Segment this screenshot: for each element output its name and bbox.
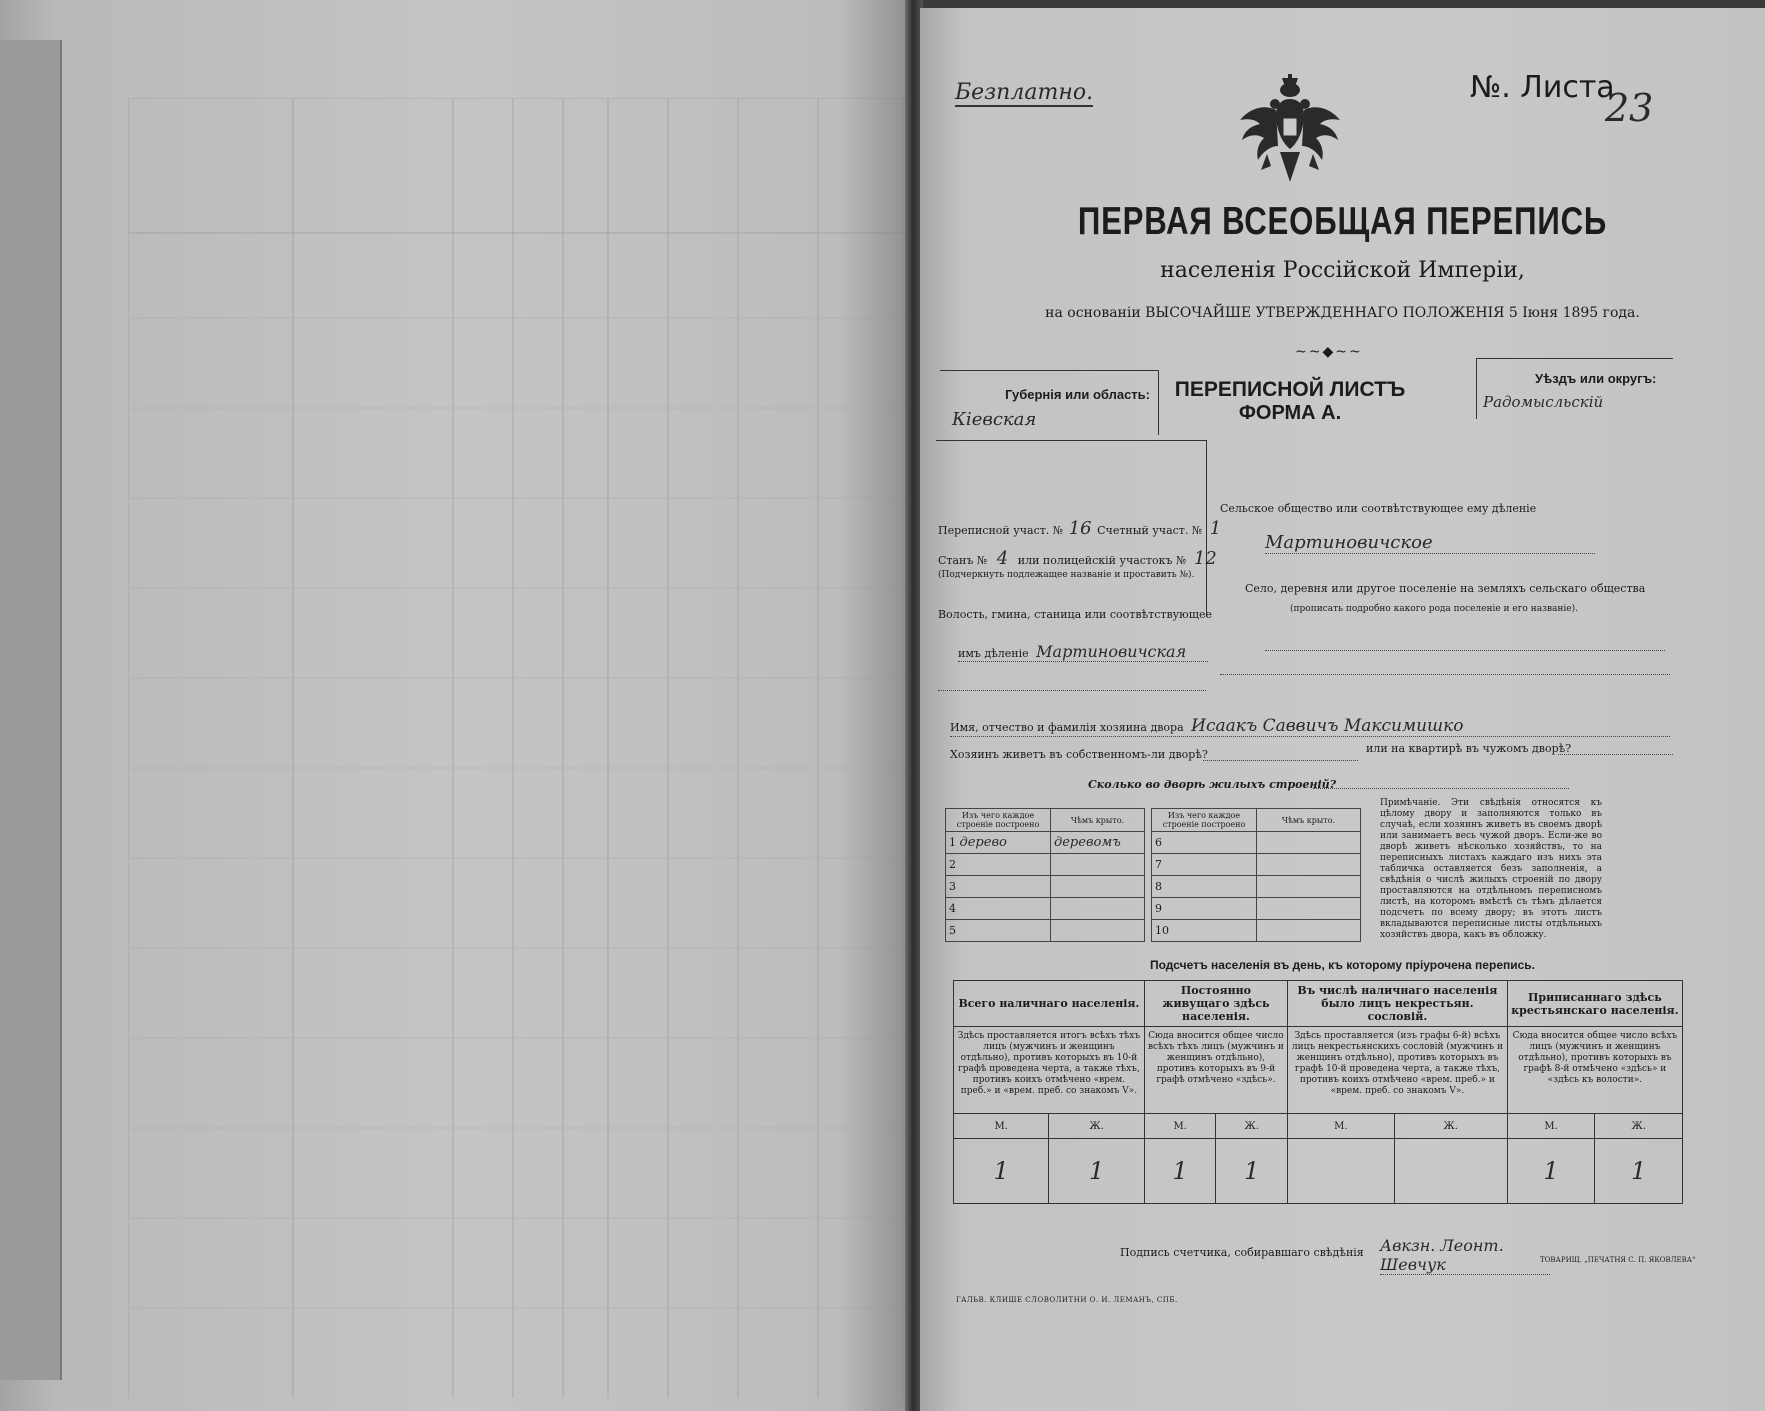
- roof-value: [1257, 876, 1361, 898]
- volost-row: [958, 642, 1208, 662]
- roof-value: [1051, 898, 1145, 920]
- row-number: 6: [1152, 832, 1257, 854]
- building-row: [946, 832, 1145, 854]
- pop-col-head: Постоянно живущаго здѣсь населенія.: [1144, 981, 1287, 1027]
- row-number: 10: [1152, 920, 1257, 942]
- roof-value: [1051, 920, 1145, 942]
- pop-col-head: Въ числѣ наличнаго населенія было лицъ некрестьян. сословій.: [1288, 981, 1508, 1027]
- building-row: [1152, 920, 1361, 942]
- female-header: Ж.: [1049, 1114, 1144, 1139]
- census-section-row: [938, 518, 1221, 539]
- settlement-line-1: [1265, 650, 1665, 651]
- male-header: М.: [1507, 1114, 1595, 1139]
- row-number: 8: [1152, 876, 1257, 898]
- own-yard-line: [1203, 760, 1358, 761]
- col-material-header: Изъ чего каждое строеніе построено: [946, 809, 1051, 832]
- male-count: 1: [1507, 1139, 1595, 1204]
- volost-blank-line: [938, 690, 1206, 691]
- pop-col-desc: Сюда вносится общее число всѣхъ тѣхъ лицъ (мужчинъ и женщинъ отдѣльно), противъ которыхъ въ 9-й графѣ отмѣчено «здѣсь».: [1144, 1027, 1287, 1114]
- row-number: 5: [946, 920, 1051, 942]
- building-row: [1152, 854, 1361, 876]
- female-count: 1: [1595, 1139, 1683, 1204]
- female-header: Ж.: [1394, 1114, 1507, 1139]
- rented-label: или на квартирѣ въ чужомъ дворѣ?: [1366, 742, 1572, 755]
- buildings-table-left: [945, 808, 1145, 942]
- volost-value: Мартиновичская: [1036, 642, 1187, 661]
- police-section-value: 12: [1193, 548, 1217, 569]
- rented-line: [1558, 754, 1673, 755]
- roof-value: [1257, 832, 1361, 854]
- volost-label: Волость, гмина, станица или соотвѣтствующее: [938, 608, 1212, 621]
- imprint-right: ТОВАРИЩ. „ПЕЧАТНЯ С. П. ЯКОВЛЕВА“: [1540, 1256, 1696, 1264]
- sheet-number-value: 23: [1605, 86, 1654, 130]
- settlement-line-2: [1220, 674, 1670, 675]
- buildings-line: [1313, 788, 1569, 789]
- pop-col-head: Приписаннаго здѣсь крестьянскаго населенія.: [1507, 981, 1682, 1027]
- volost-label2: имъ дѣленіе: [958, 647, 1029, 660]
- census-title: ПЕРВАЯ ВСЕОБЩАЯ ПЕРЕПИСЬ: [1077, 200, 1608, 243]
- female-count: 1: [1049, 1139, 1144, 1204]
- own-yard-label: Хозяинъ живетъ въ собственномъ-ли дворѣ?: [950, 748, 1208, 761]
- material-value: дерево: [959, 835, 1007, 850]
- female-count: [1394, 1139, 1507, 1204]
- census-section-value: 16: [1068, 518, 1092, 539]
- row-number: 9: [1152, 898, 1257, 920]
- census-form-page: [920, 8, 1765, 1411]
- pop-col-desc: Здѣсь проставляется (изъ графы 6-й) всѣхъ лицъ некрестьянскихъ сословій (мужчинъ и женщинъ отдѣльно), противъ которыхъ въ графѣ 10-й проведена черта, а также тѣхъ, противъ коихъ отмѣчено «врем. преб.» и «врем. преб. со знакомъ V».: [1288, 1027, 1508, 1114]
- population-table: [953, 980, 1683, 1204]
- uezd-label: Уѣздъ или округъ:: [1535, 371, 1657, 386]
- census-subtitle: населенія Россійской Имперіи,: [1160, 258, 1525, 283]
- male-count: 1: [1144, 1139, 1216, 1204]
- signature-value: Авкзн. Леонт. Шевчук: [1380, 1236, 1550, 1275]
- form-title-line1: ПЕРЕПИСНОЙ ЛИСТЪ: [1174, 378, 1406, 401]
- building-row: [1152, 832, 1361, 854]
- col-material-header: Изъ чего каждое строеніе построено: [1152, 809, 1257, 832]
- male-header: М.: [1144, 1114, 1216, 1139]
- uezd-value: Радомысльскій: [1483, 393, 1604, 411]
- stan-value: 4: [996, 548, 1009, 569]
- census-basis: на основаніи ВЫСОЧАЙШЕ УТВЕРЖДЕННАГО ПОЛОЖЕНІЯ 5 Іюня 1895 года.: [1045, 305, 1640, 321]
- stan-row: [938, 548, 1217, 569]
- male-header: М.: [1288, 1114, 1395, 1139]
- pop-col-head: Всего наличнаго населенія.: [954, 981, 1145, 1027]
- col-roof-header: Чѣмъ крыто.: [1257, 809, 1361, 832]
- row-number: 4: [946, 898, 1051, 920]
- building-row: [946, 876, 1145, 898]
- stan-label: Станъ №: [938, 554, 988, 567]
- buildings-table-right: [1151, 808, 1361, 942]
- underline-note: (Подчеркнуть подлежащее названіе и проставить №).: [938, 570, 1195, 580]
- male-count: [1288, 1139, 1395, 1204]
- count-section-value: 1: [1209, 518, 1222, 539]
- sheet-number: [1470, 70, 1654, 130]
- ornament-divider: ~~◆~~: [1295, 344, 1363, 360]
- roof-value: [1051, 854, 1145, 876]
- roof-value: [1257, 920, 1361, 942]
- settlement-note: (прописать подробно какого рода поселеніе и его названіе).: [1290, 604, 1578, 614]
- bleed-through-grid: [128, 98, 908, 1398]
- roof-value: [1051, 876, 1145, 898]
- male-header: М.: [954, 1114, 1049, 1139]
- free-label: Безплатно.: [955, 80, 1094, 105]
- gubernia-value: Кіевская: [952, 409, 1037, 430]
- row-number: 2: [946, 854, 1051, 876]
- census-section-label: Переписной участ. №: [938, 524, 1064, 537]
- sheet-number-label: №. Листа: [1470, 70, 1615, 105]
- society-label: Сельское общество или соотвѣтствующее ему дѣленіе: [1220, 502, 1537, 515]
- roof-value: деревомъ: [1051, 832, 1145, 854]
- building-row: [1152, 876, 1361, 898]
- row-number: 3: [946, 876, 1051, 898]
- gubernia-label: Губернія или область:: [1005, 387, 1150, 402]
- building-row: [946, 898, 1145, 920]
- gubernia-box: [940, 370, 1159, 435]
- uezd-box: [1476, 358, 1673, 419]
- society-value: Мартиновичское: [1265, 532, 1595, 554]
- settlement-label: Село, деревня или другое поселеніе на земляхъ сельскаго общества: [1245, 582, 1646, 595]
- police-section-label: или полицейскій участокъ №: [1017, 554, 1187, 567]
- buildings-question: Сколько во дворѣ жилыхъ строеній?: [1088, 778, 1337, 791]
- pop-col-desc: Здѣсь проставляется итогъ всѣхъ тѣхъ лицъ (мужчинъ и женщинъ отдѣльно), противъ которыхъ въ 10-й графѣ проведена черта, а также тѣхъ, противъ коихъ отмѣчено «врем. преб.» и «врем. преб. со знакомъ V».: [954, 1027, 1145, 1114]
- form-title-line2: ФОРМА А.: [1238, 402, 1342, 424]
- population-title: Подсчетъ населенія въ день, къ которому пріурочена перепись.: [1150, 958, 1535, 972]
- row-number: 7: [1152, 854, 1257, 876]
- pop-col-desc: Сюда вносится общее число всѣхъ лицъ (мужчинъ и женщинъ отдѣльно), противъ которыхъ въ графѣ 8-й отмѣчено «здѣсь» и «здѣсь къ волости».: [1507, 1027, 1682, 1114]
- buildings-note: Примѣчаніе. Эти свѣдѣнія относятся къ цѣлому двору и заполняются только въ случаѣ, если хозяинъ живетъ въ своемъ дворѣ или занимаетъ весь чужой дворъ. Если-же во дворѣ живетъ нѣсколько хозяйствъ, то на переписныхъ листахъ каждаго изъ нихъ эта табличка оставляется безъ заполненія, а свѣдѣнія о числѣ жилыхъ строеній по двору проставляются на отдѣльномъ переписномъ листѣ, на которомъ вмѣстѣ съ тѣмъ дѣлается подсчетъ по всему двору; въ этотъ листъ вкладываются переписные листы отдѣльныхъ хозяйствъ двора, какъ въ обложку.: [1380, 798, 1602, 940]
- female-header: Ж.: [1595, 1114, 1683, 1139]
- col-roof-header: Чѣмъ крыто.: [1051, 809, 1145, 832]
- owner-name-row: [950, 716, 1670, 737]
- roof-value: [1257, 854, 1361, 876]
- imprint-left: ГАЛЬВ. КЛИШЕ СЛОВОЛИТНИ О. И. ЛЕМАНЪ, СПБ.: [956, 1296, 1178, 1304]
- imperial-eagle-icon: [1237, 74, 1343, 194]
- building-row: [946, 854, 1145, 876]
- building-row: [1152, 898, 1361, 920]
- building-row: [946, 920, 1145, 942]
- female-count: 1: [1216, 1139, 1288, 1204]
- roof-value: [1257, 898, 1361, 920]
- form-title: [1170, 378, 1410, 425]
- row-number: 1: [949, 836, 956, 849]
- count-section-label: Счетный участ. №: [1097, 524, 1203, 537]
- stacked-sheets-edge: [0, 40, 62, 1380]
- owner-name-value: Исаакъ Саввичъ Максимишко: [1191, 716, 1464, 736]
- signature-label: Подпись счетчика, собиравшаго свѣдѣнія: [1120, 1246, 1364, 1259]
- buildings-table: [945, 808, 1363, 938]
- female-header: Ж.: [1216, 1114, 1288, 1139]
- male-count: 1: [954, 1139, 1049, 1204]
- owner-name-label: Имя, отчество и фамилія хозяина двора: [950, 721, 1184, 734]
